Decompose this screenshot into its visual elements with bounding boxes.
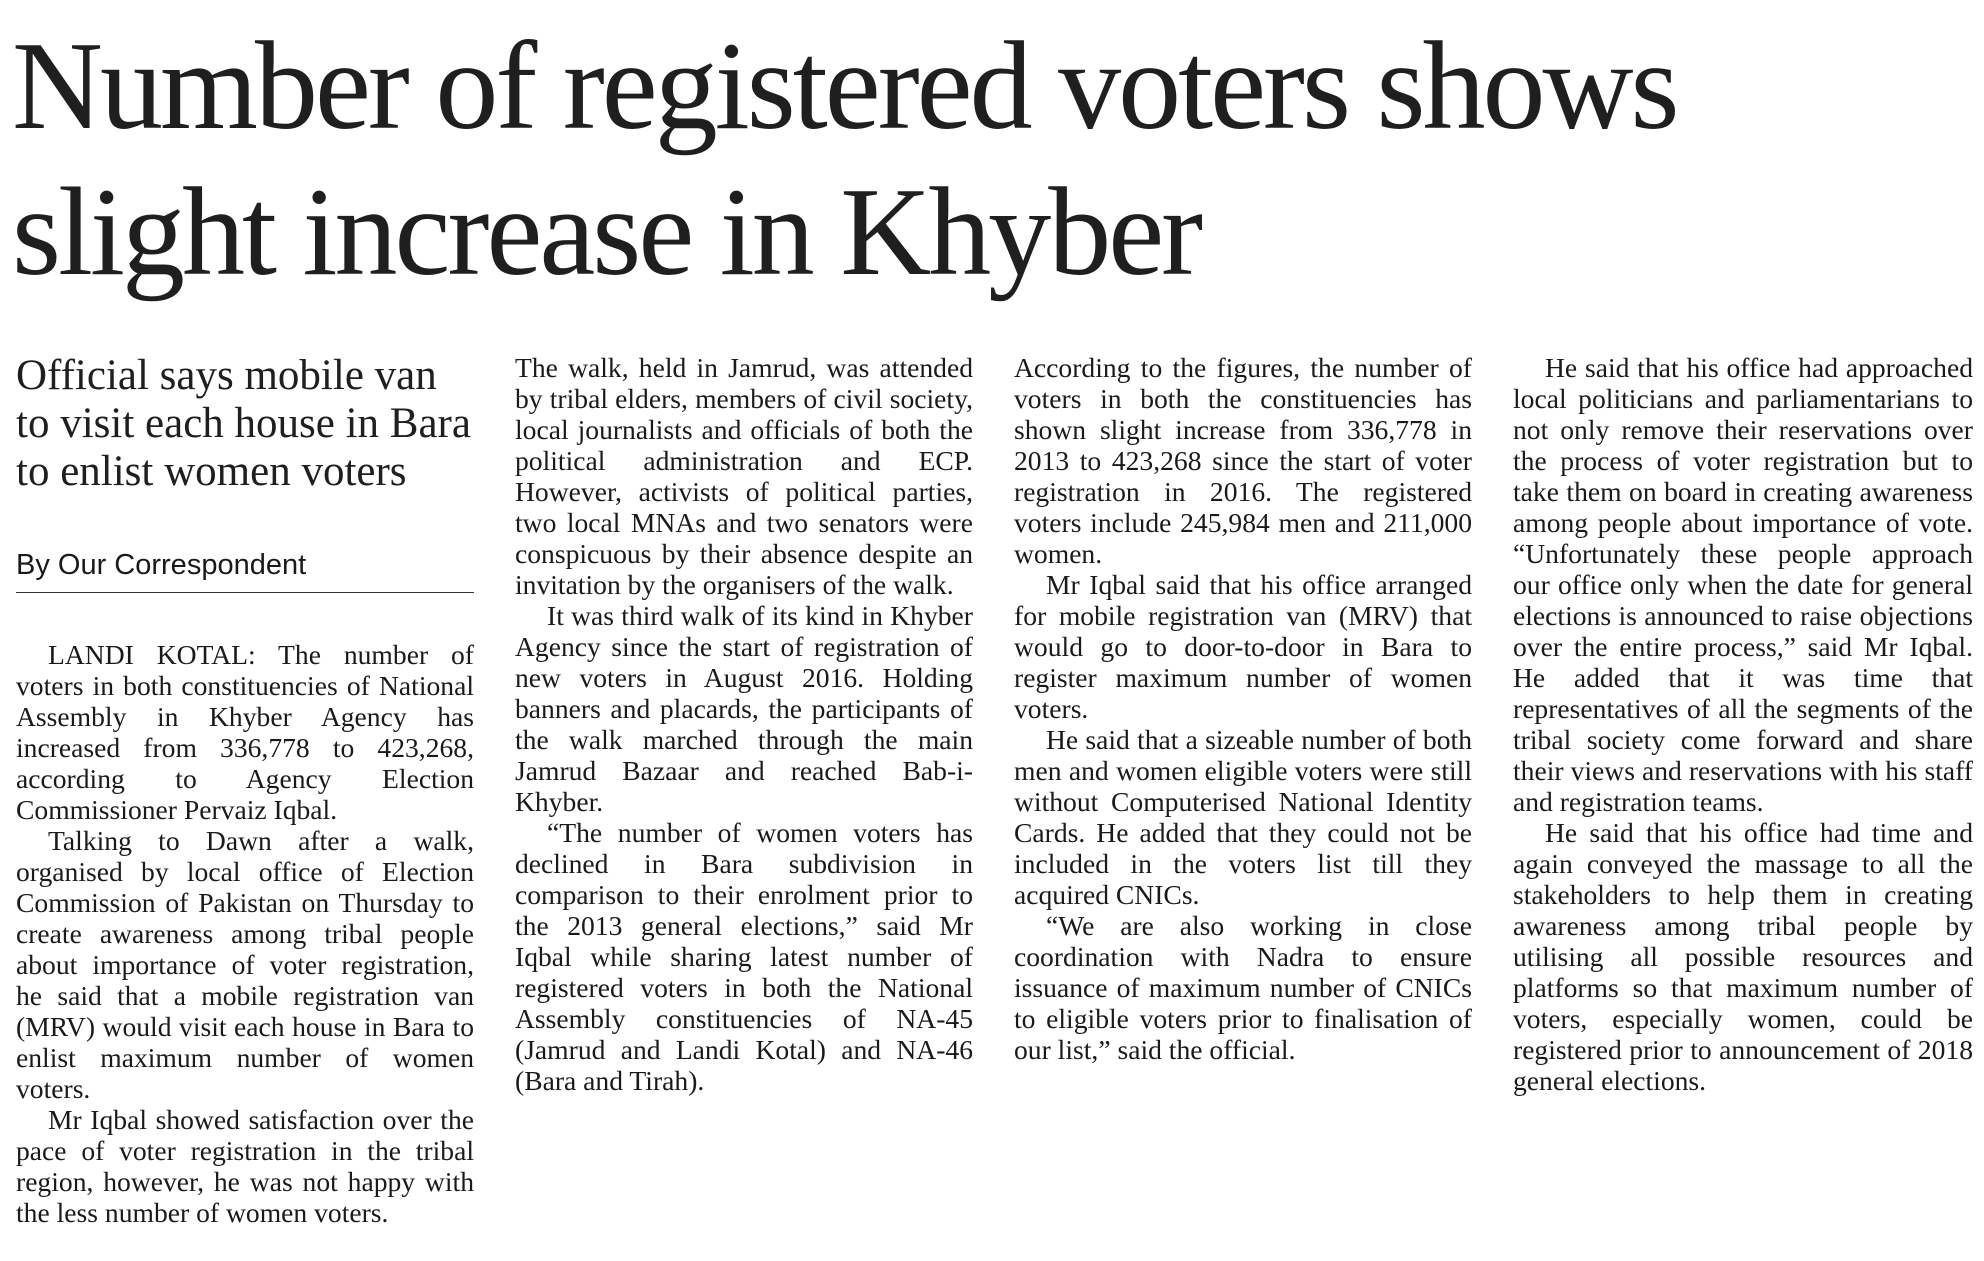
paragraph: “The number of women voters has declined in Bara subdivision in comparison to their enrolment prior to the 2013 general elections,” said Mr Iqbal while sharing latest number of registered voters in both the National Assembly constituencies of NA-45 (Jamrud and Landi Kotal) and NA-46 (Bara and Tirah). [515, 817, 973, 1096]
paragraph: It was third walk of its kind in Khyber Agency since the start of registration of new voters in August 2016. Holding banners and placards, the participants of the walk marched through the main Jamrud Bazaar and reached Bab-i-Khyber. [515, 600, 973, 817]
paragraph: He said that a sizeable number of both men and women eligible voters were still without Computerised National Identity Cards. He added that they could not be included in the voters list till they acquired CNICs. [1014, 724, 1472, 910]
paragraph: He said that his office had approached local politicians and parliamentarians to not only remove their reservations over the process of voter registration but to take them on board in creating awareness among people about importance of vote. “Unfortunately these people approach our office only when the date for general elections is announced to raise objections over the entire process,” said Mr Iqbal. He added that it was time that representatives of all the segments of the tribal society come forward and share their views and reservations with his staff and registration teams. [1513, 352, 1973, 817]
paragraph: The walk, held in Jamrud, was attended by tribal elders, members of civil society, local journalists and officials of both the political administration and ECP. However, activists of political parties, two local MNAs and two senators were conspicuous by their absence despite an invitation by the organisers of the walk. [515, 352, 973, 600]
headline [12, 14, 1972, 306]
column-3 [1014, 352, 1472, 1257]
paragraph: “We are also working in close coordination with Nadra to ensure issuance of maximum number of CNICs to eligible voters prior to finalisation of our list,” said the official. [1014, 910, 1472, 1065]
paragraph: Mr Iqbal said that his office arranged for mobile registration van (MRV) that would go to door-to-door in Bara to register maximum number of women voters. [1014, 569, 1472, 724]
headline-line-2: slight increase in Khyber [12, 163, 1201, 302]
byline: By Our Correspondent [16, 548, 474, 593]
article-body [0, 352, 1984, 1257]
headline-line-1: Number of registered voters shows [12, 17, 1677, 156]
column-2 [515, 352, 973, 1257]
paragraph: Mr Iqbal showed satisfaction over the pace of voter registration in the tribal region, however, he was not happy with the less number of women voters. [16, 1104, 474, 1228]
column-1 [16, 352, 474, 1257]
paragraph: He said that his office had time and again conveyed the massage to all the stakeholders to help them in creating awareness among tribal people by utilising all possible resources and platforms so that maximum number of voters, especially women, could be registered prior to announcement of 2018 general elections. [1513, 817, 1973, 1096]
paragraph: According to the figures, the number of voters in both the constituencies has shown slight increase from 336,778 in 2013 to 423,268 since the start of voter registration in 2016. The registered voters include 245,984 men and 211,000 women. [1014, 352, 1472, 569]
column-1-flow [16, 639, 474, 1228]
subheadline: Official says mobile van to visit each house in Bara to enlist women voters [16, 352, 471, 495]
column-4 [1513, 352, 1973, 1257]
paragraph: Talking to Dawn after a walk, organised by local office of Election Commission of Pakistan on Thursday to create awareness among tribal people about importance of voter registration, he said that a mobile registration van (MRV) would visit each house in Bara to enlist maximum number of women voters. [16, 825, 474, 1104]
paragraph: LANDI KOTAL: The number of voters in both constituencies of National Assembly in Khyber Agency has increased from 336,778 to 423,268, according to Agency Election Commissioner Pervaiz Iqbal. [16, 639, 474, 825]
